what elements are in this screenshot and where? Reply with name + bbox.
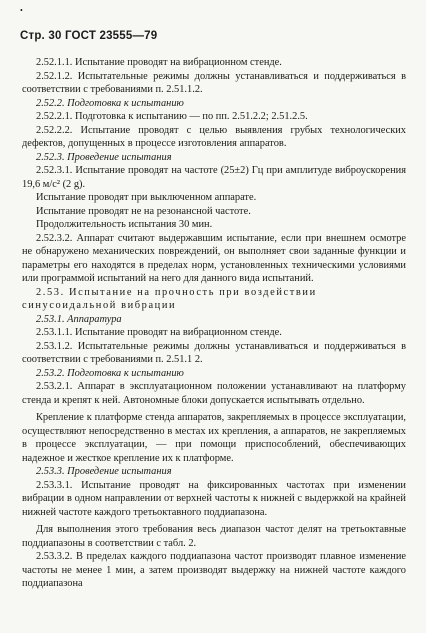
section-heading: 2.52.3. Проведение испытания bbox=[36, 151, 172, 163]
paragraph: Продолжительность испытания 30 мин. bbox=[36, 219, 213, 230]
section-heading: 2.53.3. Проведение испытания bbox=[36, 466, 172, 477]
paragraph: 2.52.1.1. Испытание проводят на вибрационном стенде. bbox=[36, 57, 282, 68]
paragraph: 2.53.3.2. В пределах каждого поддиапазона частот производят плавное изменение частоты не менее 1 мин, а затем производят выдержку на нижней частоте каждого поддиапазона bbox=[22, 551, 406, 589]
paragraph: 2.53.1.1. Испытание проводят на вибрационном стенде. bbox=[36, 327, 282, 338]
paragraph: 2.52.2.1. Подготовка к испытанию — по пп. 2.51.2.2; 2.51.2.5. bbox=[36, 111, 308, 122]
paragraph: 2.53.2.1. Аппарат в эксплуатационном положении устанавливают на платформу стенда и крепят к ней. Автономные блоки допускается испытывать отдельно. bbox=[22, 381, 406, 406]
document-body bbox=[22, 56, 406, 591]
section-title: 2.53. Испытание на прочность при воздействии синусоидальной вибрации bbox=[22, 286, 317, 311]
paragraph: 2.52.2.2. Испытание проводят с целью выявления грубых технологических дефектов, допущенных в процессе изготовления аппаратов. bbox=[22, 124, 406, 149]
paragraph: 2.52.3.2. Аппарат считают выдержавшим испытание, если при внешнем осмотре не обнаружено механических повреждений, он выполняет свои заданные функции и параметры его находятся в пределах норм, установленных техническими условиями или программой испытаний на него для данного вида испытаний. bbox=[22, 232, 406, 284]
page-mark: • bbox=[20, 6, 23, 15]
paragraph: 2.53.1.2. Испытательные режимы должны устанавливаться и поддерживаться в соответствии с требованиями п. 2.51.1 2. bbox=[22, 340, 406, 365]
paragraph: Для выполнения этого требования весь диапазон частот делят на третьоктавные поддиапазоны в соответствии с табл. 2. bbox=[22, 524, 406, 549]
section-heading: 2.53.1. Аппаратура bbox=[36, 313, 122, 325]
section-heading: 2.53.2. Подготовка к испытанию bbox=[36, 367, 184, 379]
paragraph: Испытание проводят не на резонансной частоте. bbox=[36, 205, 251, 217]
paragraph: 2.52.1.2. Испытательные режимы должны устанавливаться и поддерживаться в соответствии с требованиями п. 2.51.1.2. bbox=[22, 70, 406, 95]
paragraph: 2.52.3.1. Испытание проводят на частоте (25±2) Гц при амплитуде виброускорения 19,6 м/с² (2 g). bbox=[22, 165, 406, 190]
paragraph: Испытание проводят при выключенном аппарате. bbox=[36, 192, 257, 203]
paragraph: 2.53.3.1. Испытание проводят на фиксированных частотах при изменении вибрации в одном направлении от верхней частоты к нижней с выдержкой на крайней нижней частоте каждого третьоктавного поддиапазона. bbox=[22, 479, 406, 518]
section-heading: 2.52.2. Подготовка к испытанию bbox=[36, 97, 184, 109]
page-header: Стр. 30 ГОСТ 23555—79 bbox=[20, 30, 158, 42]
paragraph: Крепление к платформе стенда аппаратов, закрепляемых в процессе эксплуатации, осуществляют непосредственно в местах их крепления, а аппаратов, не закрепляемых в процессе эксплуатации, — при помощи приспособлений, обеспечивающих надежное и жесткое крепление их к платформе. bbox=[22, 412, 406, 464]
